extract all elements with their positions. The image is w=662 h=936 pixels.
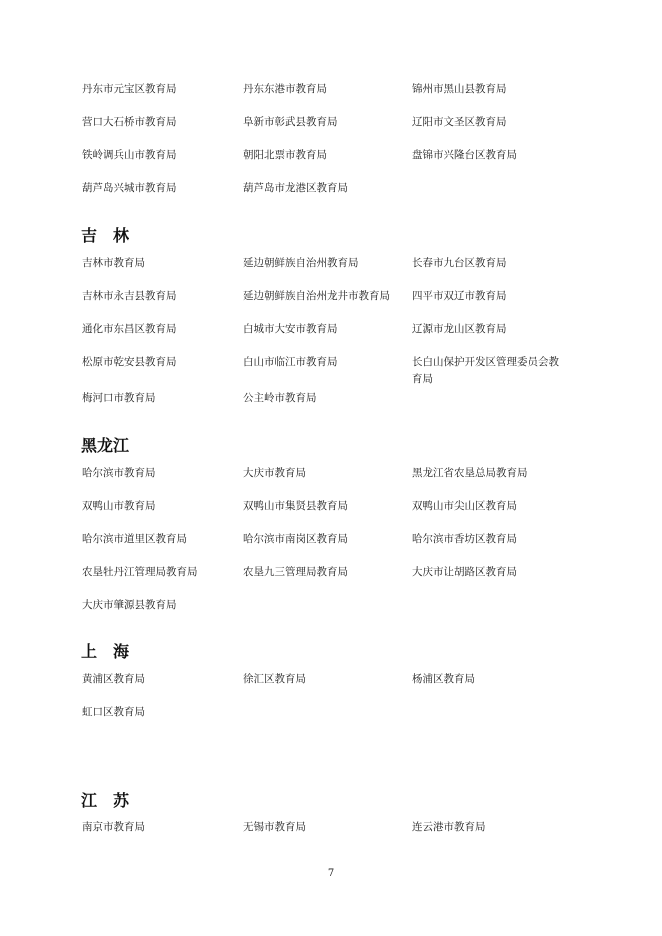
- section-heading: 吉 林: [81, 226, 130, 245]
- agency-name: 大庆市让胡路区教育局: [412, 566, 517, 578]
- agency-name: 松原市乾安县教育局: [82, 356, 177, 368]
- agency-name: 四平市双辽市教育局: [412, 290, 507, 302]
- agency-name: 延边朝鲜族自治州龙井市教育局: [243, 290, 390, 302]
- table-row: [0, 819, 662, 839]
- table-row: [0, 390, 662, 410]
- agency-name: 连云港市教育局: [412, 821, 486, 833]
- agency-name: 杨浦区教育局: [412, 673, 475, 685]
- agency-name: 丹东东港市教育局: [243, 83, 327, 95]
- agency-name: 葫芦岛兴城市教育局: [82, 182, 177, 194]
- agency-name: 公主岭市教育局: [243, 392, 317, 404]
- agency-name: 延边朝鲜族自治州教育局: [243, 257, 359, 269]
- agency-name: 盘锦市兴隆台区教育局: [412, 149, 517, 161]
- table-row: [0, 354, 662, 385]
- agency-name: 哈尔滨市道里区教育局: [82, 533, 187, 545]
- agency-name: 阜新市彰武县教育局: [243, 116, 338, 128]
- table-row: [0, 255, 662, 275]
- agency-name: 白山市临江市教育局: [243, 356, 338, 368]
- agency-name: 双鸭山市集贤县教育局: [243, 500, 348, 512]
- table-row: [0, 498, 662, 518]
- agency-name: 丹东市元宝区教育局: [82, 83, 177, 95]
- agency-name: 长白山保护开发区管理委员会教育局: [412, 356, 559, 385]
- table-row: [0, 114, 662, 134]
- agency-name: 双鸭山市教育局: [82, 500, 156, 512]
- agency-name: 通化市东昌区教育局: [82, 323, 177, 335]
- section-heading: 黑龙江: [81, 436, 130, 455]
- agency-name: 无锡市教育局: [243, 821, 306, 833]
- agency-name: 吉林市永吉县教育局: [82, 290, 177, 302]
- page-number: 7: [327, 868, 335, 879]
- agency-name: 锦州市黑山县教育局: [412, 83, 507, 95]
- agency-name: 大庆市肇源县教育局: [82, 599, 177, 611]
- section-heading: 江 苏: [81, 791, 130, 810]
- table-row: [0, 671, 662, 691]
- agency-name: 梅河口市教育局: [82, 392, 156, 404]
- agency-name: 朝阳北票市教育局: [243, 149, 327, 161]
- agency-name: 葫芦岛市龙港区教育局: [243, 182, 348, 194]
- agency-name: 农垦九三管理局教育局: [243, 566, 348, 578]
- table-row: [0, 564, 662, 584]
- agency-name: 辽源市龙山区教育局: [412, 323, 507, 335]
- table-row: [0, 465, 662, 485]
- agency-name: 哈尔滨市教育局: [82, 467, 156, 479]
- agency-name: 南京市教育局: [82, 821, 145, 833]
- agency-name: 铁岭调兵山市教育局: [82, 149, 177, 161]
- agency-name: 哈尔滨市香坊区教育局: [412, 533, 517, 545]
- table-row: [0, 321, 662, 341]
- agency-name: 大庆市教育局: [243, 467, 306, 479]
- table-row: [0, 531, 662, 551]
- table-row: [0, 180, 662, 200]
- agency-name: 哈尔滨市南岗区教育局: [243, 533, 348, 545]
- section-heading: 上 海: [81, 642, 130, 661]
- table-row: [0, 147, 662, 167]
- agency-name: 农垦牡丹江管理局教育局: [82, 566, 198, 578]
- table-row: [0, 288, 662, 308]
- agency-name: 黄浦区教育局: [82, 673, 145, 685]
- agency-name: 双鸭山市尖山区教育局: [412, 500, 517, 512]
- table-row: [0, 704, 662, 724]
- agency-name: 辽阳市文圣区教育局: [412, 116, 507, 128]
- agency-name: 黑龙江省农垦总局教育局: [412, 467, 528, 479]
- agency-name: 营口大石桥市教育局: [82, 116, 177, 128]
- table-row: [0, 597, 662, 617]
- agency-name: 虹口区教育局: [82, 706, 145, 718]
- table-row: [0, 81, 662, 101]
- agency-name: 白城市大安市教育局: [243, 323, 338, 335]
- agency-name: 徐汇区教育局: [243, 673, 306, 685]
- agency-name: 吉林市教育局: [82, 257, 145, 269]
- agency-name: 长春市九台区教育局: [412, 257, 507, 269]
